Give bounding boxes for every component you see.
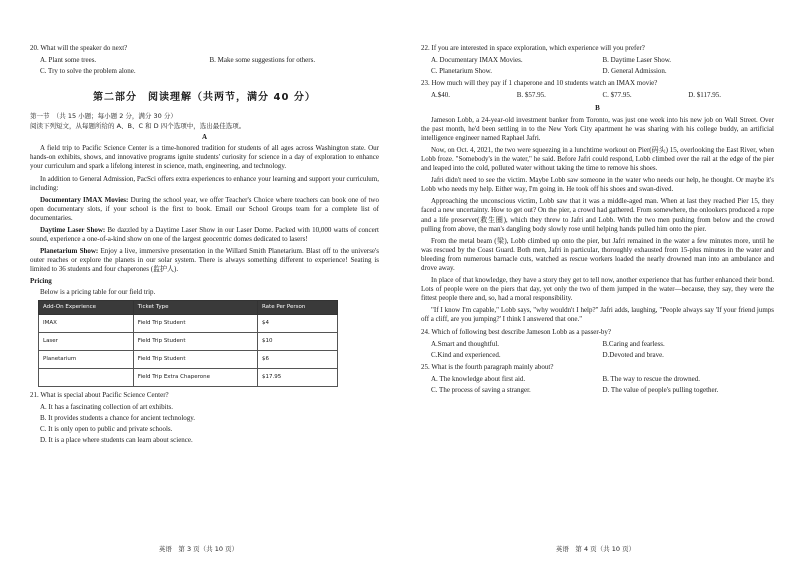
- answer-options: [40, 55, 379, 77]
- column-header: Add-On Experience: [39, 300, 134, 314]
- question-stem: 24. Which of following best describe Jameson Lobb as a passer-by?: [421, 327, 612, 336]
- passage-paragraph: Jameson Lobb, a 24-year-old investment banker from Toronto, was just one week into his new job on Wall Street. Over the past month, he'd been settling in to the New York City apartment he was sharing with his college buddy, an artificial intelligence engineer named Raphael Jafri.: [421, 115, 774, 142]
- table-cell: Laser: [39, 332, 134, 350]
- option-c: C. The process of saving a stranger.: [431, 386, 531, 394]
- column-header: Rate Per Person: [257, 300, 337, 314]
- answer-options: [40, 402, 379, 446]
- question-21: [30, 391, 379, 446]
- pricing-intro: Below is a pricing table for our field trip.: [40, 287, 156, 296]
- option-c: C. $77.95.: [602, 91, 632, 100]
- option-b: B. Daytime Laser Show.: [602, 56, 672, 65]
- table-cell: Planetarium: [39, 350, 134, 368]
- table-row: [39, 368, 338, 386]
- option-b: B. It provides students a chance for ancient technology.: [40, 413, 196, 422]
- item-text: Be dazzled by a Daytime Laser Show in our Laser Dome. Packed with 10,000 watts of concert sound, experience a one-of-a-kind show on one of the largest geocentric domes dedicated to lasers!: [30, 226, 379, 244]
- item-text: During the school year, we offer Teacher's Choice where teachers can book one of two open documentary slots, if your school is the first to book. Email our School Groups team for a complete list of documentaries.: [30, 195, 379, 222]
- passage-paragraph: Jafri didn't need to see the victim. Maybe Lobb saw someone in the water who needs our help, he thought. Or maybe it's Lobb who needs my help. Either way, I'm going in. He took off his shoes and swan-dived.: [421, 176, 774, 194]
- table-cell: Field Trip Student: [133, 332, 257, 350]
- option-d: D. The value of people's pulling together.: [602, 386, 719, 394]
- page-footer: 英语 第 4 页（共 10 页）: [555, 544, 636, 553]
- item-heading: Documentary IMAX Movies:: [40, 195, 129, 204]
- passage-letter: B: [595, 104, 600, 113]
- table-cell: $17.95: [257, 368, 337, 386]
- passage-paragraph: From the metal beam (梁), Lobb climbed up onto the pier, but Jafri remained in the water a few minutes more, until he was rescued by the Coast Guard. Both men, Jafri in particular, thoroughly exhausted from 15-plus minutes in the water and bleeding from numerous barnacle cuts, watched as rescue workers loaded the nearly drowned man into an ambulance and drove away.: [421, 236, 774, 272]
- passage-paragraph: In place of that knowledge, they have a story they get to tell now, another experience that has further enhanced their bond. Lots of people were on the piers that day, yet only the two of them jumped in the water—because, they say, they were the fittest people there and, so, had a moral responsibility.: [421, 276, 774, 303]
- passage-paragraph: "If I know I'm capable," Lobb says, "why wouldn't I help?" Jafri adds, laughing, "People always say 'If your friend jumps off a cliff, are you jumping?' I think I answered that one.": [421, 306, 774, 324]
- option-b: B. The way to rescue the drowned.: [602, 374, 700, 383]
- item-heading: Planetarium Show:: [40, 247, 99, 256]
- option-b: B.Caring and fearless.: [602, 339, 665, 348]
- pricing-table: [38, 300, 338, 387]
- item-heading: Daytime Laser Show:: [40, 226, 106, 234]
- question-24: [421, 328, 774, 361]
- question-stem: 21. What is special about Pacific Science Center?: [30, 390, 169, 399]
- option-a: A. It has a fascinating collection of art exhibits.: [40, 402, 173, 411]
- question-22: [421, 44, 774, 77]
- page-footer: 英语 第 3 页（共 10 页）: [158, 544, 239, 553]
- item-text: Enjoy a live, immersive presentation in the Willard Smith Planetarium. Blast off to the universe's outer reaches or explore the planets in our solar system. There is always something different to experience! Seating is limited to 36 students and four chaperones (监护人).: [30, 247, 380, 274]
- passage-paragraph: Now, on Oct. 4, 2021, the two were squeezing in a lunchtime workout on Pier(码头) 15, overlooking the East River, when Lobb froze. "Somebody's in the water," he said. Before Jafri could respond, Lobb climbed over the rail at the edge of the pier and leaped into the cold, polluted water without taking the time to remove his shoes.: [421, 145, 774, 173]
- passage-letter: A: [201, 133, 208, 142]
- option-b: B. $57.95.: [516, 91, 546, 100]
- pricing-heading: Pricing: [30, 277, 52, 286]
- answer-options: [431, 90, 774, 101]
- table-cell: [39, 368, 134, 386]
- question-20: [30, 44, 379, 77]
- right-page: [397, 0, 794, 561]
- experience-item: [30, 196, 379, 223]
- section-title: 第二部分 阅读理解（共两节，满分 40 分）: [93, 92, 316, 104]
- answer-options: [431, 374, 774, 396]
- question-25: [421, 363, 774, 396]
- passage-paragraph: A field trip to Pacific Science Center is a time-honored tradition for students of all ages across Washington state. Our hands-on exhibits, shows, and innovative programs ignite students' curiosity for science in a day of exploration to enhance your curriculum and spark a lifelong interest in science, math, engineering, and technology.: [30, 144, 379, 171]
- question-stem: 25. What is the fourth paragraph mainly about?: [421, 362, 554, 371]
- option-c: C. It is only open to public and private schools.: [40, 425, 173, 434]
- answer-options: [431, 55, 774, 77]
- table-cell: $10: [257, 332, 337, 350]
- option-a: A.$40.: [431, 91, 451, 100]
- experience-item: [30, 247, 379, 274]
- table-cell: Field Trip Student: [133, 314, 257, 332]
- option-a: A.Smart and thoughtful.: [431, 339, 500, 348]
- passage-paragraph: Approaching the unconscious victim, Lobb saw that it was a middle-aged man. When at last they reached Pier 15, they faced a new uncertainty. How to get out? On the pier, a crowd had gathered. From somewhere, the onlookers produced a rope and a life preserver(救生圈), which they threw to Jafri and Lobb. With the two men pushing from below and the crowd pulling from above, the man's dangling body slowly rose until helping hands pulled him onto the pier.: [421, 197, 774, 233]
- question-stem: 22. If you are interested in space exploration, which experience will you prefer?: [421, 44, 645, 52]
- table-cell: Field Trip Extra Chaperone: [133, 368, 257, 386]
- part-instructions: 阅读下列短文，从每题所给的 A、B、C 和 D 四个选项中，选出最佳选项。: [30, 121, 246, 130]
- option-c: C. Planetarium Show.: [431, 67, 492, 76]
- answer-options: [431, 339, 774, 361]
- part-header: 第一节 （共 15 小题；每小题 2 分，满分 30 分）: [30, 112, 177, 121]
- table-cell: Field Trip Student: [133, 350, 257, 368]
- option-d: D.Devoted and brave.: [602, 350, 664, 359]
- table-cell: IMAX: [39, 314, 134, 332]
- option-b: B. Make some suggestions for others.: [209, 56, 316, 65]
- table-cell: $6: [257, 350, 337, 368]
- table-row: [39, 332, 338, 350]
- option-a: A. The knowledge about first aid.: [431, 374, 526, 383]
- question-stem: 23. How much will they pay if 1 chaperone and 10 students watch an IMAX movie?: [421, 79, 658, 88]
- option-d: D. It is a place where students can learn about science.: [40, 436, 193, 445]
- passage-paragraph: In addition to General Admission, PacSci offers extra experiences to enhance your learning and support your curriculum, including:: [30, 174, 379, 192]
- question-23: [421, 79, 774, 101]
- option-d: D. General Admission.: [602, 67, 667, 76]
- experience-item: [30, 226, 379, 244]
- question-stem: 20. What will the speaker do next?: [30, 44, 128, 52]
- table-cell: $4: [257, 314, 337, 332]
- option-a: A. Plant some trees.: [40, 56, 97, 65]
- column-header: Ticket Type: [133, 300, 257, 314]
- table-row: [39, 314, 338, 332]
- option-c: C.Kind and experienced.: [431, 350, 501, 359]
- table-header-row: [39, 300, 338, 314]
- option-c: C. Try to solve the problem alone.: [40, 67, 136, 76]
- option-d: D. $117.95.: [688, 91, 722, 100]
- table-row: [39, 350, 338, 368]
- option-a: A. Documentary IMAX Movies.: [431, 56, 523, 65]
